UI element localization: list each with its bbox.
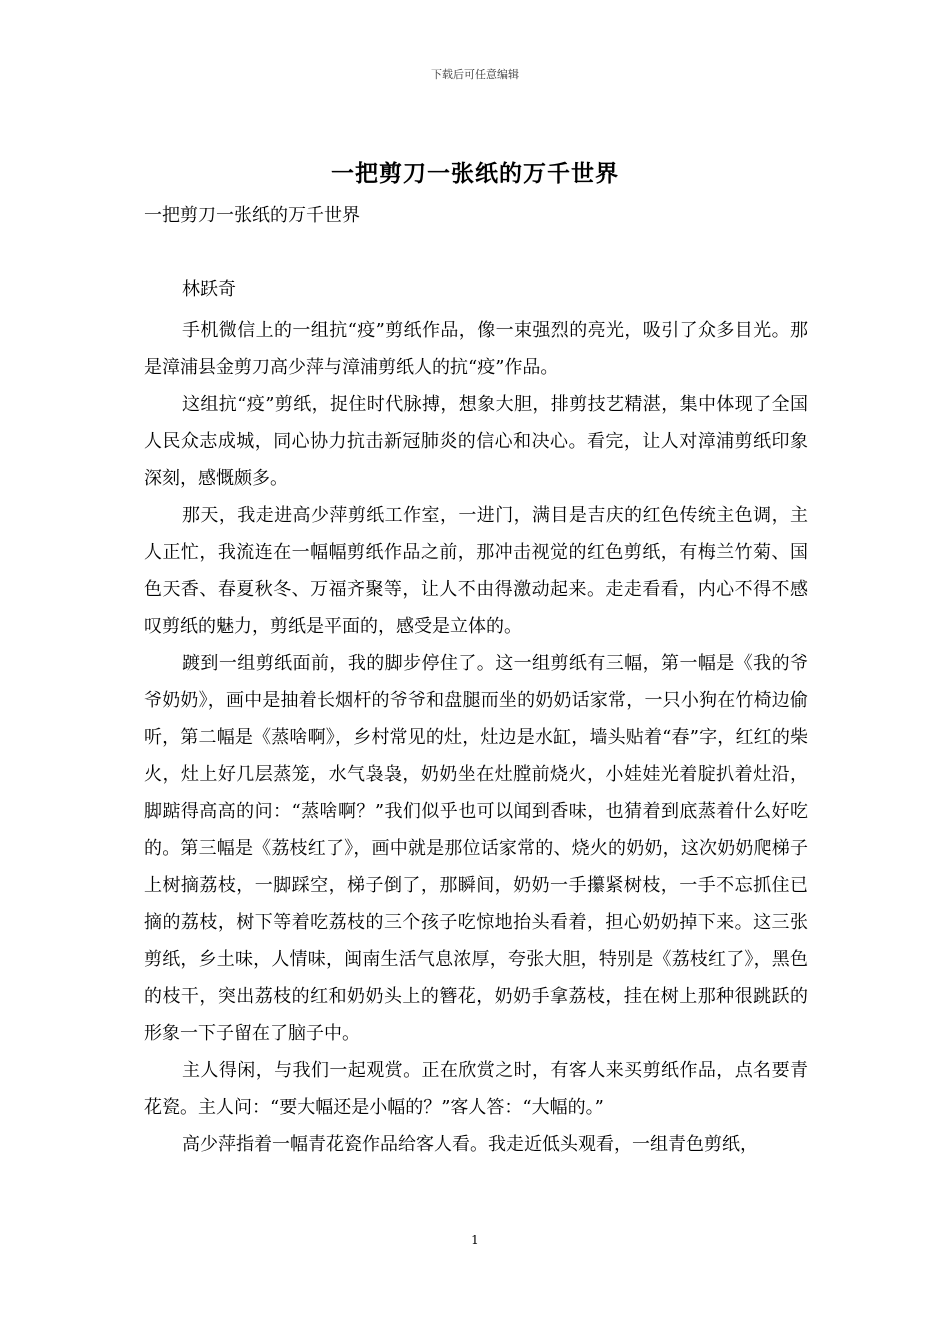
paragraph: 手机微信上的一组抗“疫”剪纸作品，像一束强烈的亮光，吸引了众多目光。那是漳浦县金剪刀高少萍与漳浦剪纸人的抗“疫”作品。 <box>144 320 808 378</box>
paragraph: 那天，我走进高少萍剪纸工作室，一进门，满目是吉庆的红色传统主色调，主人正忙，我流连在一幅幅剪纸作品之前，那冲击视觉的红色剪纸，有梅兰竹菊、国色天香、春夏秋冬、万福齐聚等，让人不由得激动起来。走走看看，内心不得不感叹剪纸的魅力，剪纸是平面的，感受是立体的。 <box>144 505 808 637</box>
page-header-note: 下载后可任意编辑 <box>431 68 519 81</box>
page-number: 1 <box>471 1233 479 1247</box>
article-body <box>144 312 808 1163</box>
paragraph: 踱到一组剪纸面前，我的脚步停住了。这一组剪纸有三幅，第一幅是《我的爷爷奶奶》，画中是抽着长烟杆的爷爷和盘腿而坐的奶奶话家常，一只小狗在竹椅边偷听，第二幅是《蒸啥啊》，乡村常见的灶，灶边是水缸，墙头贴着“春”字，红红的柴火，灶上好几层蒸笼，水气袅袅，奶奶坐在灶膛前烧火，小娃娃光着腚扒着灶沿，脚踮得高高的问：“蒸啥啊？”我们似乎也可以闻到香味，也猜着到底蒸着什么好吃的。第三幅是《荔枝红了》，画中就是那位话家常的、烧火的奶奶，这次奶奶爬梯子上树摘荔枝，一脚踩空，梯子倒了，那瞬间，奶奶一手攥紧树枝，一手不忘抓住已摘的荔枝，树下等着吃荔枝的三个孩子吃惊地抬头看着，担心奶奶掉下来。这三张剪纸，乡土味，人情味，闽南生活气息浓厚，夸张大胆，特别是《荔枝红了》，黑色的枝干，突出荔枝的红和奶奶头上的簪花，奶奶手拿荔枝，挂在树上那种很跳跃的形象一下子留在了脑子中。 <box>144 653 808 1044</box>
paragraph: 主人得闲，与我们一起观赏。正在欣赏之时，有客人来买剪纸作品，点名要青花瓷。主人问：“要大幅还是小幅的？”客人答：“大幅的。” <box>144 1060 808 1118</box>
document-title: 一把剪刀一张纸的万千世界 <box>331 160 619 187</box>
author-name: 林跃奇 <box>182 279 236 300</box>
document-subtitle: 一把剪刀一张纸的万千世界 <box>144 205 360 226</box>
paragraph: 这组抗“疫”剪纸，捉住时代脉搏，想象大胆，排剪技艺精湛，集中体现了全国人民众志成城，同心协力抗击新冠肺炎的信心和决心。看完，让人对漳浦剪纸印象深刻，感慨颇多。 <box>144 394 808 489</box>
paragraph: 高少萍指着一幅青花瓷作品给客人看。我走近低头观看，一组青色剪纸， <box>182 1134 758 1155</box>
